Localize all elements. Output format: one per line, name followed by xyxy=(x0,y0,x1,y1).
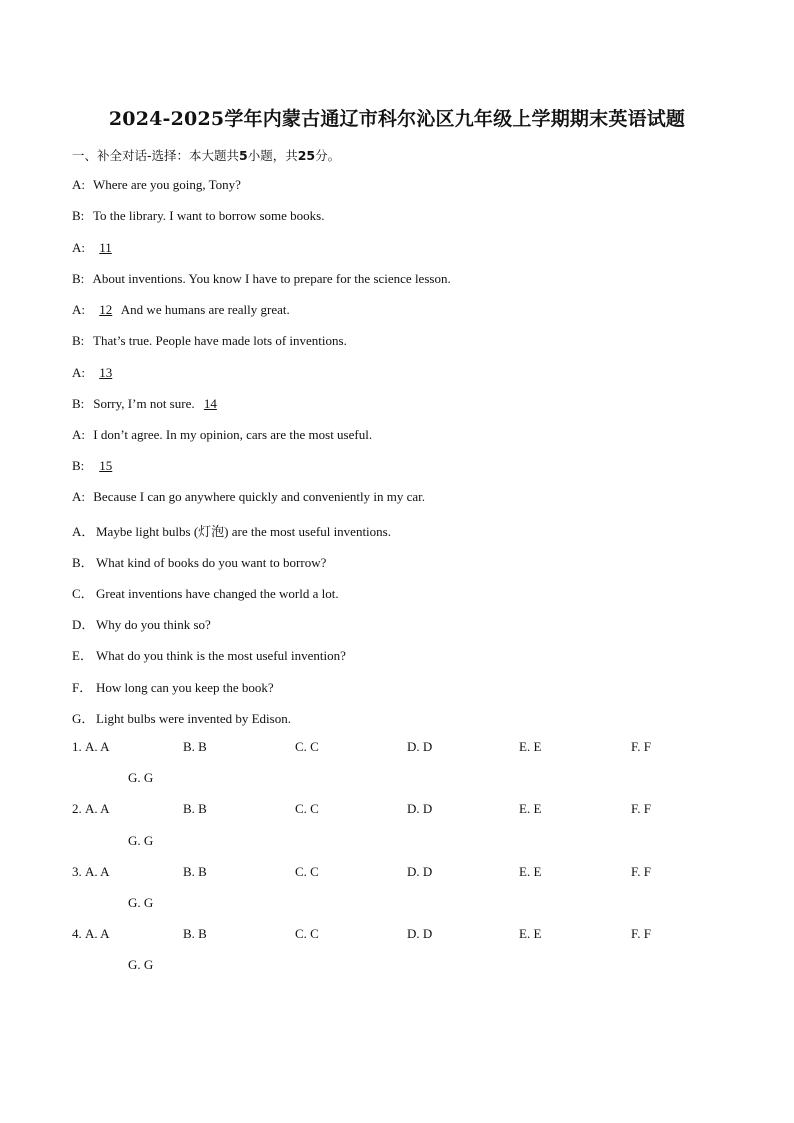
dialogue-text: Sorry, I’m not sure. xyxy=(93,396,195,411)
option-text: What do you think is the most useful invention? xyxy=(96,648,346,663)
section-score: 25 xyxy=(297,148,316,163)
answer-blank[interactable]: 12 xyxy=(99,302,113,317)
question-number: 1. xyxy=(72,739,82,754)
option-letter: F． xyxy=(72,680,93,695)
choice-e[interactable]: E. E xyxy=(519,926,542,941)
speaker: A: xyxy=(72,177,85,192)
dialogue-line xyxy=(72,365,118,381)
option-item xyxy=(72,708,291,727)
dialogue-line xyxy=(72,240,118,256)
section-count: 5 xyxy=(239,148,248,163)
choice-b[interactable]: B. B xyxy=(183,864,207,879)
choice-b[interactable]: B. B xyxy=(183,801,207,816)
section-suffix: 分。 xyxy=(315,148,341,163)
dialogue-line xyxy=(72,458,118,474)
dialogue-text: And we humans are really great. xyxy=(120,302,290,317)
speaker: A: xyxy=(72,302,85,317)
choice-e[interactable]: E. E xyxy=(519,864,542,879)
dialogue-text: Where are you going, Tony? xyxy=(93,177,241,192)
option-text: Maybe light bulbs (灯泡) are the most useful inventions. xyxy=(96,524,391,539)
dialogue-line xyxy=(72,333,347,349)
question-number: 2. xyxy=(72,801,82,816)
dialogue-text: To the library. I want to borrow some books. xyxy=(93,208,325,223)
answer-blank[interactable]: 15 xyxy=(99,458,113,473)
speaker: B: xyxy=(72,333,85,348)
option-item xyxy=(72,614,211,633)
option-text: Light bulbs were invented by Edison. xyxy=(96,711,291,726)
question-number: 3. xyxy=(72,864,82,879)
option-item xyxy=(72,645,346,664)
dialogue-line xyxy=(72,208,325,224)
choice-d[interactable]: D. D xyxy=(407,926,433,941)
question-row xyxy=(72,926,712,944)
option-text: Great inventions have changed the world a lot. xyxy=(96,586,339,601)
choice-g[interactable]: G. G xyxy=(128,833,154,848)
question-row xyxy=(72,801,712,819)
choice-c[interactable]: C. C xyxy=(295,801,319,816)
question-row xyxy=(72,864,712,882)
section-mid: 小题，共 xyxy=(247,148,298,163)
choice-c[interactable]: C. C xyxy=(295,739,319,754)
option-letter: A． xyxy=(72,524,95,539)
dialogue-text: Because I can go anywhere quickly and conveniently in my car. xyxy=(93,489,425,504)
choice-e[interactable]: E. E xyxy=(519,739,542,754)
choice-a[interactable]: A. A xyxy=(85,739,110,754)
option-letter: E． xyxy=(72,648,93,663)
choice-f[interactable]: F. F xyxy=(631,801,651,816)
choice-a[interactable]: A. A xyxy=(85,926,110,941)
option-letter: C． xyxy=(72,586,94,601)
choice-b[interactable]: B. B xyxy=(183,926,207,941)
option-item xyxy=(72,552,326,571)
choice-e[interactable]: E. E xyxy=(519,801,542,816)
option-letter: G． xyxy=(72,711,95,726)
speaker: A: xyxy=(72,489,85,504)
choice-b[interactable]: B. B xyxy=(183,739,207,754)
question-number: 4. xyxy=(72,926,82,941)
choice-a[interactable]: A. A xyxy=(85,864,110,879)
dialogue-text: I don’t agree. In my opinion, cars are the most useful. xyxy=(93,427,373,442)
choice-f[interactable]: F. F xyxy=(631,926,651,941)
dialogue-line xyxy=(72,489,425,505)
choice-d[interactable]: D. D xyxy=(407,739,433,754)
choice-g[interactable]: G. G xyxy=(128,770,154,785)
option-item xyxy=(72,521,391,540)
dialogue-line xyxy=(72,396,223,412)
choice-d[interactable]: D. D xyxy=(407,801,433,816)
option-item xyxy=(72,677,274,696)
dialogue-line xyxy=(72,177,241,193)
choice-g[interactable]: G. G xyxy=(128,895,154,910)
speaker: A: xyxy=(72,365,85,380)
choice-f[interactable]: F. F xyxy=(631,864,651,879)
dialogue-line xyxy=(72,302,290,318)
option-text: Why do you think so? xyxy=(96,617,211,632)
choice-d[interactable]: D. D xyxy=(407,864,433,879)
option-letter: B． xyxy=(72,555,94,570)
speaker: B: xyxy=(72,396,85,411)
section-prefix: 一、补全对话-选择：本大题共 xyxy=(72,148,240,163)
dialogue-text: About inventions. You know I have to prepare for the science lesson. xyxy=(92,271,451,286)
answer-blank[interactable]: 14 xyxy=(203,396,217,411)
choice-f[interactable]: F. F xyxy=(631,739,651,754)
section-heading xyxy=(72,146,340,164)
option-letter: D． xyxy=(72,617,95,632)
dialogue-line xyxy=(72,271,451,287)
choice-g[interactable]: G. G xyxy=(128,957,154,972)
page-title: 2024-2025学年内蒙古通辽市科尔沁区九年级上学期期末英语试题 xyxy=(108,108,686,130)
answer-blank[interactable]: 11 xyxy=(99,240,112,255)
dialogue-line xyxy=(72,427,372,443)
answer-blank[interactable]: 13 xyxy=(99,365,113,380)
option-item xyxy=(72,583,339,602)
speaker: B: xyxy=(72,271,85,286)
question-row xyxy=(72,739,712,757)
speaker: B: xyxy=(72,208,85,223)
option-text: What kind of books do you want to borrow? xyxy=(96,555,327,570)
choice-a[interactable]: A. A xyxy=(85,801,110,816)
dialogue-text: That’s true. People have made lots of inventions. xyxy=(93,333,347,348)
option-text: How long can you keep the book? xyxy=(96,680,274,695)
speaker: A: xyxy=(72,427,85,442)
speaker: A: xyxy=(72,240,85,255)
choice-c[interactable]: C. C xyxy=(295,864,319,879)
speaker: B: xyxy=(72,458,85,473)
choice-c[interactable]: C. C xyxy=(295,926,319,941)
